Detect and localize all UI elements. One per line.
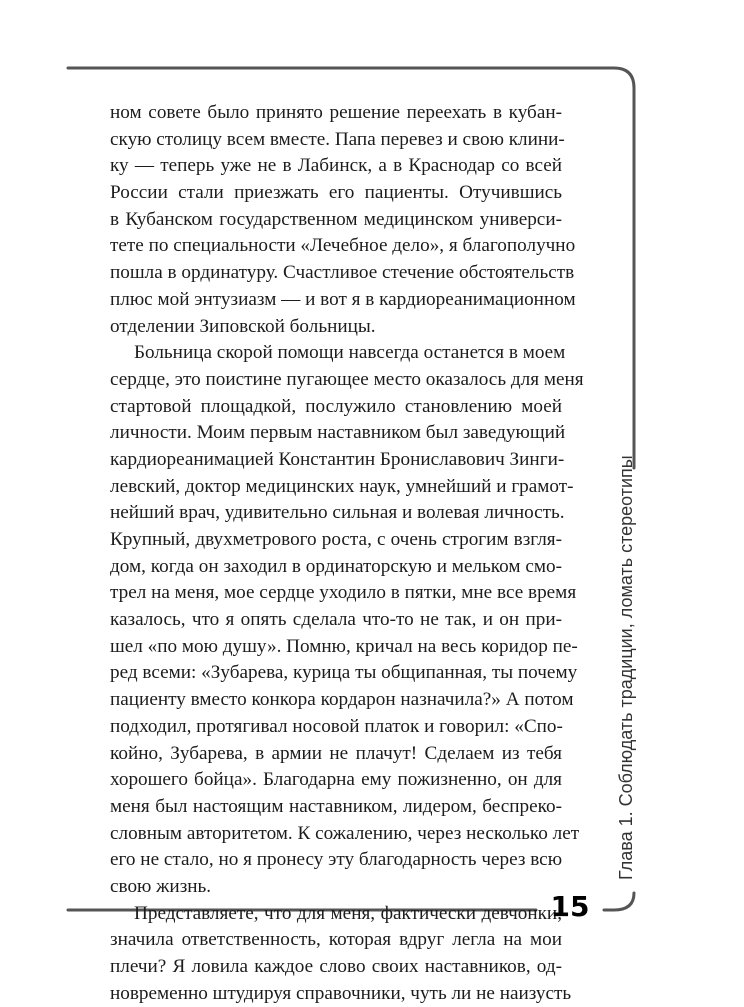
running-header: Глава 1. Соблюдать традиции, ломать стереотипы <box>616 455 636 880</box>
text-line: левский, доктор медицинских наук, умнейший и грамот- <box>110 475 574 497</box>
text-line: ред всеми: «Зубарева, курица ты общипанная, ты почему <box>110 662 578 684</box>
text-line: шел «по мою душу». Помню, кричал на весь коридор пе- <box>110 635 578 657</box>
text-line: кардиореанимацией Константин Брониславович Зинги- <box>110 448 565 470</box>
page-number: 15 <box>550 890 590 923</box>
text-line: казалось, что я опять сделала что-то не так, и он при- <box>110 609 562 631</box>
text-line: его не стало, но я пронесу эту благодарность через всю <box>110 849 563 871</box>
text-line: стартовой площадкой, послужило становлению моей <box>110 395 562 417</box>
text-line: хорошего бойца». Благодарна ему пожизненно, он для <box>110 769 562 791</box>
text-line: свою жизнь. <box>110 875 212 897</box>
text-line: трел на меня, мое сердце уходило в пятки, мне все время <box>110 582 577 604</box>
text-line: нейший врач, удивительно сильная и волевая личность. <box>110 502 565 524</box>
text-line: ном совете было принято решение переехать в кубан- <box>110 102 562 123</box>
text-line: дом, когда он заходил в ординаторскую и мельком смо- <box>110 555 562 577</box>
text-line: пошла в ординатуру. Счастливое стечение обстоятельств <box>110 262 575 284</box>
text-line: плюс мой энтузиазм — и вот я в кардиореанимационном <box>110 288 576 310</box>
text-line: словным авторитетом. К сожалению, через несколько лет <box>110 822 580 844</box>
text-line: Крупный, двухметрового роста, с очень строгим взгля- <box>110 529 562 550</box>
text-line: в Кубанском государственном медицинском универси- <box>110 208 562 230</box>
text-line: подходил, протягивал носовой платок и говорил: «Спо- <box>110 715 563 737</box>
text-line: пациенту вместо конкора кордарон назначила?» А потом <box>110 689 574 711</box>
text-line: значила ответственность, которая вдруг легла на мои <box>110 929 562 951</box>
frame-lower-right <box>604 893 634 910</box>
text-line: личности. Моим первым наставником был заведующий <box>110 422 566 444</box>
text-line: Больница скорой помощи навсегда останется в моем <box>134 342 566 364</box>
text-line: Представляете, что для меня, фактически девчонки, <box>134 902 562 924</box>
text-line: новременно штудируя справочники, чуть ли не наизусть <box>110 982 572 1004</box>
text-line: России стали приезжать его пациенты. Отучившись <box>110 182 562 204</box>
text-line: тете по специальности «Лечебное дело», я благополучно <box>110 235 576 257</box>
text-line: сердце, это поистине пугающее место оказалось для меня <box>110 368 584 390</box>
text-line: ку — теперь уже не в Лабинск, а в Краснодар со всей <box>110 155 562 177</box>
text-line: отделении Зиповской больницы. <box>110 315 376 337</box>
text-line: койно, Зубарева, в армии не плачут! Сделаем из тебя <box>110 742 562 764</box>
text-line: скую столицу всем вместе. Папа перевез и свою клини- <box>110 128 565 150</box>
text-line: меня был настоящим наставником, лидером, беспреко- <box>110 795 562 817</box>
text-line: плечи? Я ловила каждое слово своих наставников, од- <box>110 956 562 977</box>
